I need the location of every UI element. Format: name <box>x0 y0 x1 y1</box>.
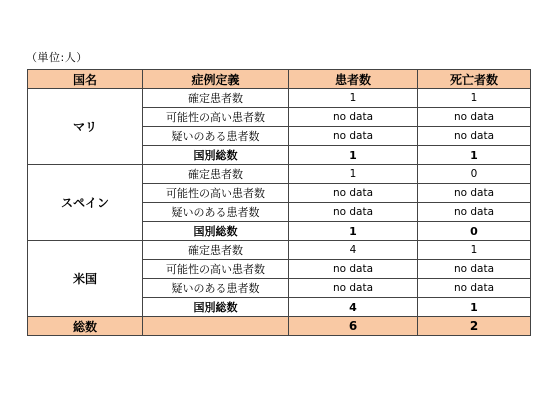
deaths-cell: no data <box>418 108 531 127</box>
header-definition: 症例定義 <box>143 70 289 89</box>
total-row <box>28 317 531 336</box>
country-name: マリ <box>28 89 143 165</box>
deaths-cell: no data <box>418 184 531 203</box>
table-row <box>28 89 531 108</box>
header-deaths: 死亡者数 <box>418 70 531 89</box>
definition-cell: 確定患者数 <box>143 165 289 184</box>
deaths-cell: 0 <box>418 165 531 184</box>
subtotal-deaths: 1 <box>418 146 531 165</box>
header-country: 国名 <box>28 70 143 89</box>
subtotal-deaths: 1 <box>418 298 531 317</box>
subtotal-patients: 1 <box>289 222 418 241</box>
total-label: 総数 <box>28 317 143 336</box>
definition-cell: 可能性の高い患者数 <box>143 184 289 203</box>
patients-cell: 1 <box>289 89 418 108</box>
patients-cell: 1 <box>289 165 418 184</box>
patients-cell: no data <box>289 184 418 203</box>
deaths-cell: no data <box>418 127 531 146</box>
subtotal-label: 国別総数 <box>143 222 289 241</box>
patients-cell: no data <box>289 203 418 222</box>
patients-cell: no data <box>289 127 418 146</box>
subtotal-deaths: 0 <box>418 222 531 241</box>
definition-cell: 確定患者数 <box>143 241 289 260</box>
deaths-cell: no data <box>418 260 531 279</box>
definition-cell: 確定患者数 <box>143 89 289 108</box>
country-name: スペイン <box>28 165 143 241</box>
definition-cell: 可能性の高い患者数 <box>143 108 289 127</box>
definition-cell: 可能性の高い患者数 <box>143 260 289 279</box>
deaths-cell: no data <box>418 279 531 298</box>
definition-cell: 疑いのある患者数 <box>143 127 289 146</box>
subtotal-label: 国別総数 <box>143 298 289 317</box>
country-name: 米国 <box>28 241 143 317</box>
patients-cell: no data <box>289 260 418 279</box>
subtotal-patients: 1 <box>289 146 418 165</box>
header-row <box>28 70 531 89</box>
subtotal-patients: 4 <box>289 298 418 317</box>
definition-cell: 疑いのある患者数 <box>143 279 289 298</box>
patients-cell: 4 <box>289 241 418 260</box>
patients-cell: no data <box>289 108 418 127</box>
total-patients: 6 <box>289 317 418 336</box>
subtotal-label: 国別総数 <box>143 146 289 165</box>
table-row <box>28 241 531 260</box>
definition-cell: 疑いのある患者数 <box>143 203 289 222</box>
deaths-cell: no data <box>418 203 531 222</box>
total-definition <box>143 317 289 336</box>
unit-label: （単位:人） <box>26 51 88 64</box>
header-patients: 患者数 <box>289 70 418 89</box>
patients-cell: no data <box>289 279 418 298</box>
deaths-cell: 1 <box>418 89 531 108</box>
total-deaths: 2 <box>418 317 531 336</box>
table-row <box>28 165 531 184</box>
case-table <box>27 69 531 336</box>
deaths-cell: 1 <box>418 241 531 260</box>
